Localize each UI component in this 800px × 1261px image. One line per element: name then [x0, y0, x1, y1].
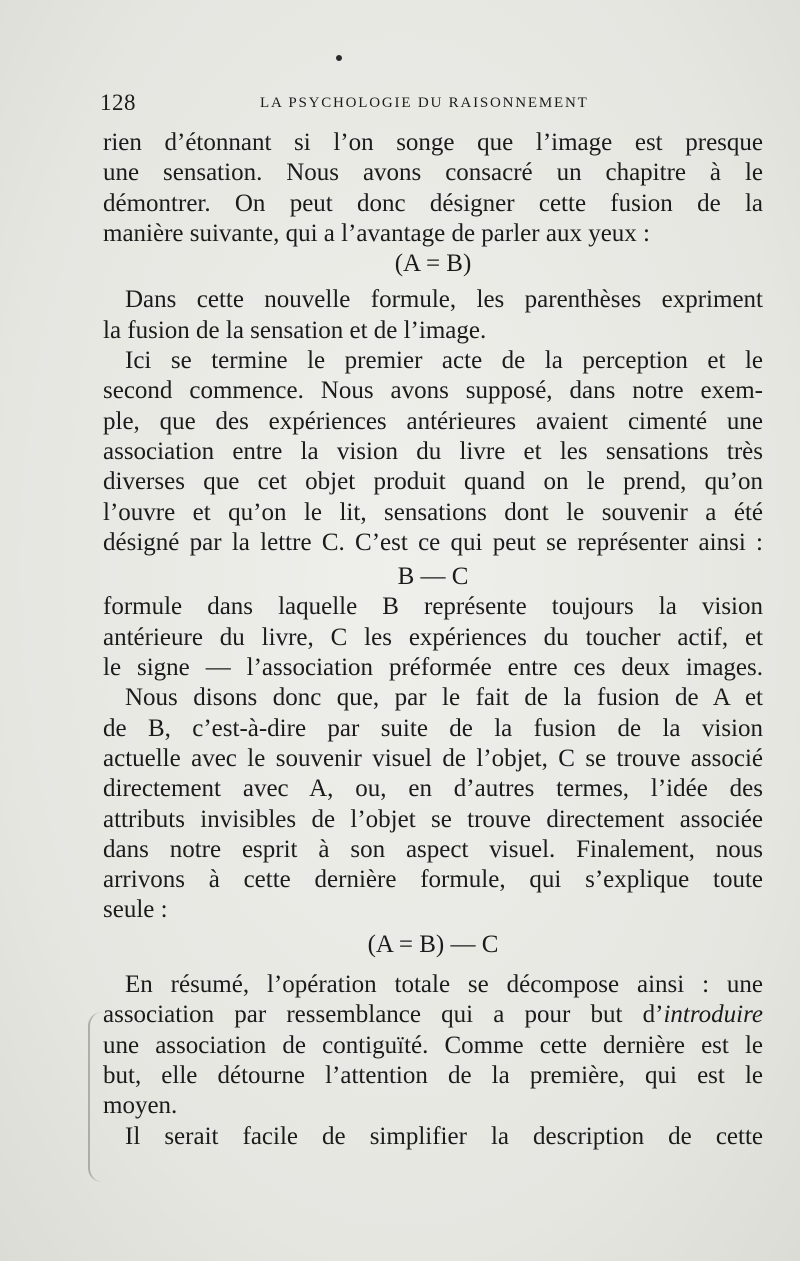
paragraph	[103, 346, 763, 558]
text-line: Il serait facile de simplifier la description de cette	[125, 1122, 763, 1150]
running-head: LA PSYCHOLOGIE DU RAISONNEMENT	[260, 95, 589, 111]
text-line: une sensation. Nous avons consacré un chapitre à le	[103, 159, 763, 187]
text-line: directement avec A, ou, en d’autres termes, l’idée des	[103, 775, 763, 803]
text-line: dans notre esprit à son aspect visuel. Finalement, nous	[103, 835, 763, 863]
text-line: antérieure du livre, C les expériences du toucher actif, et	[103, 623, 763, 651]
text-line: moyen.	[103, 1092, 178, 1120]
text-line: arrivons à cette dernière formule, qui s’explique toute	[103, 866, 763, 894]
text-line: Ici se termine le premier acte de la perception et le	[125, 347, 763, 375]
paragraph	[103, 285, 763, 346]
paragraph	[103, 592, 763, 683]
page-header	[100, 90, 760, 120]
formula: B — C	[397, 563, 469, 591]
text-line: de B, c’est-à-dire par suite de la fusion de la vision	[103, 714, 763, 742]
text-line: démontrer. On peut donc désigner cette fusion de la	[103, 189, 763, 217]
paragraph	[103, 128, 763, 249]
text-line: association entre la vision du livre et les sensations très	[103, 437, 763, 465]
text-line: actuelle avec le souvenir visuel de l’objet, C se trouve associé	[103, 744, 763, 772]
text-line: but, elle détourne l’attention de la première, qui est le	[103, 1061, 763, 1089]
text-line: Nous disons donc que, par le fait de la fusion de A et	[125, 684, 763, 712]
ink-dot	[336, 55, 342, 61]
text-line: le signe — l’association préformée entre ces deux images.	[103, 654, 763, 682]
paragraph	[103, 683, 763, 925]
text-line: l’ouvre et qu’on le lit, sensations dont le souvenir a été	[103, 498, 763, 526]
text-line: la fusion de la sensation et de l’image.	[103, 316, 487, 344]
text-line: ple, que des expériences antérieures avaient cimenté une	[103, 407, 763, 435]
text-line: second commence. Nous avons supposé, dans notre exem-	[103, 377, 763, 405]
text-line: une association de contiguïté. Comme cette dernière est le	[103, 1031, 763, 1059]
text-line: manière suivante, qui a l’avantage de parler aux yeux :	[103, 219, 650, 247]
text-line: formule dans laquelle B représente toujours la vision	[103, 593, 763, 621]
text-line: attributs invisibles de l’objet se trouve directement associée	[103, 805, 763, 833]
text-line: En résumé, l’opération totale se décompose ainsi : une	[125, 971, 763, 999]
formula: (A = B) — C	[367, 930, 499, 958]
formula: (A = B)	[394, 250, 472, 278]
italic-word: introduire	[663, 1001, 763, 1029]
text-line: Dans cette nouvelle formule, les parenthèses expriment	[125, 286, 763, 314]
text-line: diverses que cet objet produit quand on le prend, qu’on	[103, 468, 763, 496]
text-line	[103, 1000, 763, 1030]
text-line: seule :	[103, 896, 168, 924]
text-line: rien d’étonnant si l’on songe que l’image est presque	[103, 129, 763, 156]
margin-pencil-mark	[88, 1012, 104, 1182]
page-number: 128	[100, 90, 136, 115]
text-run: association par ressemblance qui a pour but d’	[103, 1001, 664, 1029]
text-line: désigné par la lettre C. C’est ce qui peut se représenter ainsi :	[103, 528, 763, 556]
paragraph	[103, 1122, 763, 1152]
paragraph	[103, 970, 763, 1121]
body-text	[103, 128, 763, 1152]
